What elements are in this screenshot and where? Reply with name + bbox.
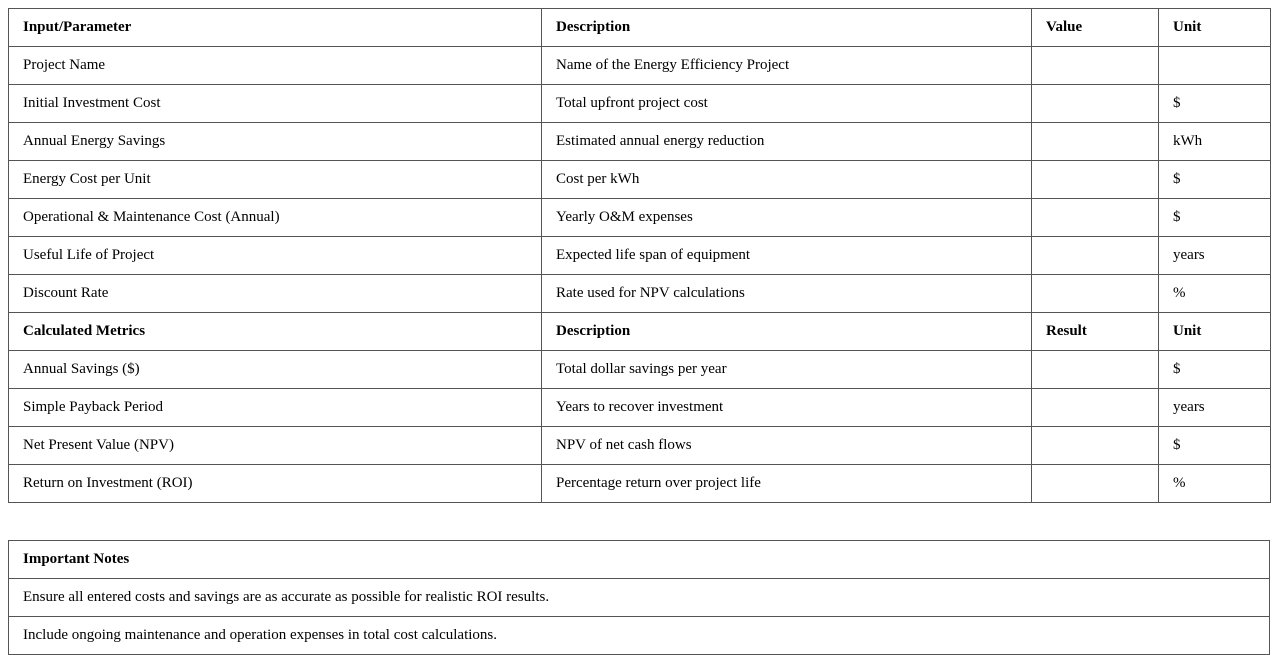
metrics-header-row <box>9 313 1271 351</box>
description-cell: Yearly O&M expenses <box>542 199 1032 237</box>
input-row-energy-cost-per-unit <box>9 161 1271 199</box>
value-cell[interactable] <box>1032 237 1159 275</box>
parameter-cell: Project Name <box>9 47 542 85</box>
result-cell[interactable] <box>1032 465 1159 503</box>
note-row <box>9 579 1270 617</box>
result-cell[interactable] <box>1032 389 1159 427</box>
value-cell[interactable] <box>1032 123 1159 161</box>
unit-cell: kWh <box>1159 123 1271 161</box>
result-cell[interactable] <box>1032 351 1159 389</box>
metric-cell: Return on Investment (ROI) <box>9 465 542 503</box>
header-unit: Unit <box>1159 9 1271 47</box>
input-row-useful-life <box>9 237 1271 275</box>
parameter-cell: Operational & Maintenance Cost (Annual) <box>9 199 542 237</box>
important-notes-table <box>8 540 1270 655</box>
header-result: Result <box>1032 313 1159 351</box>
value-cell[interactable] <box>1032 85 1159 123</box>
description-cell: Cost per kWh <box>542 161 1032 199</box>
roi-calculator-table <box>8 8 1271 503</box>
unit-cell: years <box>1159 389 1271 427</box>
value-cell[interactable] <box>1032 161 1159 199</box>
header-calculated-metrics: Calculated Metrics <box>9 313 542 351</box>
unit-cell: years <box>1159 237 1271 275</box>
value-cell[interactable] <box>1032 199 1159 237</box>
unit-cell: $ <box>1159 427 1271 465</box>
description-cell: Estimated annual energy reduction <box>542 123 1032 161</box>
result-cell[interactable] <box>1032 427 1159 465</box>
notes-header-row <box>9 541 1270 579</box>
notes-title: Important Notes <box>9 541 1270 579</box>
input-row-initial-investment <box>9 85 1271 123</box>
note-text: Include ongoing maintenance and operation expenses in total cost calculations. <box>9 617 1270 655</box>
input-row-discount-rate <box>9 275 1271 313</box>
header-input-parameter: Input/Parameter <box>9 9 542 47</box>
header-description: Description <box>542 313 1032 351</box>
unit-cell: % <box>1159 275 1271 313</box>
description-cell: Total dollar savings per year <box>542 351 1032 389</box>
value-cell[interactable] <box>1032 47 1159 85</box>
metric-row-simple-payback <box>9 389 1271 427</box>
header-value: Value <box>1032 9 1159 47</box>
description-cell: Percentage return over project life <box>542 465 1032 503</box>
description-cell: NPV of net cash flows <box>542 427 1032 465</box>
note-row <box>9 617 1270 655</box>
note-text: Ensure all entered costs and savings are as accurate as possible for realistic ROI results. <box>9 579 1270 617</box>
parameter-cell: Initial Investment Cost <box>9 85 542 123</box>
input-row-om-cost <box>9 199 1271 237</box>
description-cell: Expected life span of equipment <box>542 237 1032 275</box>
metric-cell: Annual Savings ($) <box>9 351 542 389</box>
unit-cell: $ <box>1159 199 1271 237</box>
parameter-cell: Energy Cost per Unit <box>9 161 542 199</box>
description-cell: Rate used for NPV calculations <box>542 275 1032 313</box>
unit-cell: $ <box>1159 85 1271 123</box>
description-cell: Years to recover investment <box>542 389 1032 427</box>
unit-cell: % <box>1159 465 1271 503</box>
unit-cell <box>1159 47 1271 85</box>
inputs-header-row <box>9 9 1271 47</box>
parameter-cell: Useful Life of Project <box>9 237 542 275</box>
parameter-cell: Discount Rate <box>9 275 542 313</box>
unit-cell: $ <box>1159 161 1271 199</box>
description-cell: Total upfront project cost <box>542 85 1032 123</box>
parameter-cell: Annual Energy Savings <box>9 123 542 161</box>
header-description: Description <box>542 9 1032 47</box>
input-row-project-name <box>9 47 1271 85</box>
input-row-annual-energy-savings <box>9 123 1271 161</box>
metric-cell: Simple Payback Period <box>9 389 542 427</box>
metric-row-npv <box>9 427 1271 465</box>
metric-row-annual-savings <box>9 351 1271 389</box>
value-cell[interactable] <box>1032 275 1159 313</box>
metric-row-roi <box>9 465 1271 503</box>
metric-cell: Net Present Value (NPV) <box>9 427 542 465</box>
description-cell: Name of the Energy Efficiency Project <box>542 47 1032 85</box>
unit-cell: $ <box>1159 351 1271 389</box>
header-unit: Unit <box>1159 313 1271 351</box>
